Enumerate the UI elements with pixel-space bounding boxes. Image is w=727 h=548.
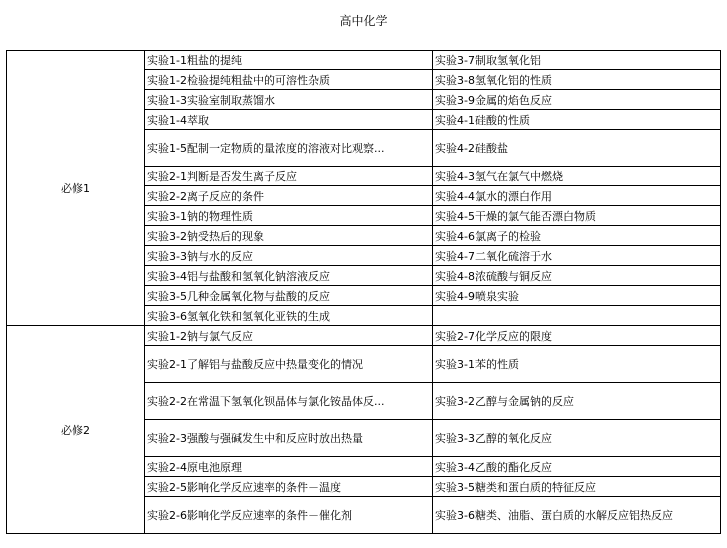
experiment-cell-right: 实验4-5干燥的氯气能否漂白物质 [433, 206, 721, 226]
experiment-cell-left: 实验1-2检验提纯粗盐中的可溶性杂质 [145, 70, 433, 90]
experiment-cell-left: 实验3-1钠的物理性质 [145, 206, 433, 226]
table-row [7, 326, 721, 346]
experiment-cell-right: 实验4-4氯水的漂白作用 [433, 186, 721, 206]
experiment-cell-left: 实验2-1了解铝与盐酸反应中热量变化的情况 [145, 346, 433, 383]
experiment-cell-right: 实验4-8浓硫酸与铜反应 [433, 266, 721, 286]
group-label: 必修1 [7, 51, 145, 326]
experiment-cell-right: 实验4-9喷泉实验 [433, 286, 721, 306]
experiment-cell-left: 实验2-4原电池原理 [145, 457, 433, 477]
experiment-cell-right: 实验3-6糖类、油脂、蛋白质的水解反应铝热反应 [433, 497, 721, 534]
experiment-cell-left: 实验2-1判断是否发生离子反应 [145, 167, 433, 186]
experiment-cell-left: 实验3-5几种金属氧化物与盐酸的反应 [145, 286, 433, 306]
experiment-cell-left: 实验2-2离子反应的条件 [145, 186, 433, 206]
experiment-cell-right: 实验4-2硅酸盐 [433, 130, 721, 167]
experiment-cell-left: 实验2-6影响化学反应速率的条件－催化剂 [145, 497, 433, 534]
experiment-cell-right: 实验4-7二氧化硫溶于水 [433, 246, 721, 266]
experiment-cell-right: 实验3-1苯的性质 [433, 346, 721, 383]
page-title: 高中化学 [339, 14, 388, 28]
experiment-cell-left: 实验1-4萃取 [145, 110, 433, 130]
experiment-cell-right: 实验3-3乙醇的氧化反应 [433, 420, 721, 457]
experiment-cell-left: 实验1-1粗盐的提纯 [145, 51, 433, 70]
experiment-cell-left: 实验2-2在常温下氢氧化钡晶体与氯化铵晶体反... [145, 383, 433, 420]
experiment-cell-right: 实验2-7化学反应的限度 [433, 326, 721, 346]
experiment-cell-right: 实验3-2乙醇与金属钠的反应 [433, 383, 721, 420]
experiment-cell-left: 实验3-6氢氧化铁和氢氧化亚铁的生成 [145, 306, 433, 326]
experiment-cell-left: 实验3-3钠与水的反应 [145, 246, 433, 266]
experiment-cell-right: 实验4-1硅酸的性质 [433, 110, 721, 130]
experiment-cell-right [433, 306, 721, 326]
experiment-cell-left: 实验2-3强酸与强碱发生中和反应时放出热量 [145, 420, 433, 457]
experiment-cell-right: 实验4-6氯离子的检验 [433, 226, 721, 246]
experiment-cell-left: 实验3-4铝与盐酸和氢氧化钠溶液反应 [145, 266, 433, 286]
experiment-table [6, 50, 721, 534]
experiment-cell-left: 实验1-5配制一定物质的量浓度的溶液对比观察... [145, 130, 433, 167]
experiment-cell-left: 实验3-2钠受热后的现象 [145, 226, 433, 246]
experiment-cell-left: 实验1-2钠与氯气反应 [145, 326, 433, 346]
experiment-cell-right: 实验3-8氢氧化铝的性质 [433, 70, 721, 90]
experiment-cell-right: 实验3-4乙酸的酯化反应 [433, 457, 721, 477]
experiment-cell-right: 实验3-9金属的焰色反应 [433, 90, 721, 110]
experiment-cell-right: 实验3-5糖类和蛋白质的特征反应 [433, 477, 721, 497]
experiment-cell-left: 实验1-3实验室制取蒸馏水 [145, 90, 433, 110]
experiment-cell-right: 实验4-3氢气在氯气中燃烧 [433, 167, 721, 186]
group-label: 必修2 [7, 326, 145, 534]
experiment-cell-left: 实验2-5影响化学反应速率的条件－温度 [145, 477, 433, 497]
experiment-cell-right: 实验3-7制取氢氧化铝 [433, 51, 721, 70]
table-row [7, 51, 721, 70]
